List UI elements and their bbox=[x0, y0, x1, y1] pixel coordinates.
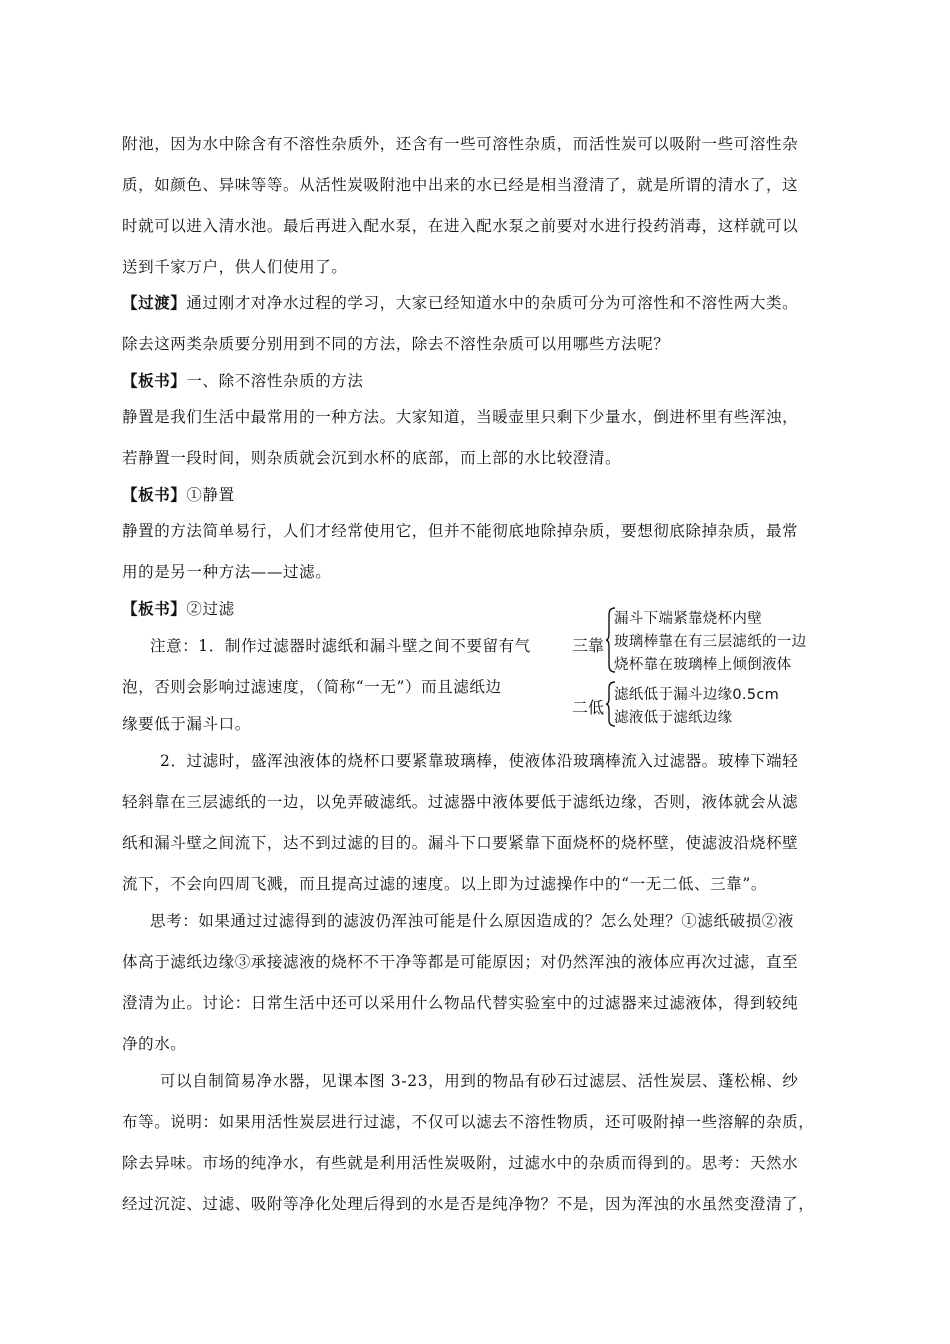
paragraph-line: 纸和漏斗壁之间流下，达不到过滤的目的。漏斗下口要紧靠下面烧杯的烧杯壁，使滤波沿烧杯壁 bbox=[122, 834, 799, 852]
paragraph-line: 若静置一段时间，则杂质就会沉到水杯的底部，而上部的水比较澄清。 bbox=[122, 449, 622, 467]
board-heading-2 bbox=[122, 484, 235, 506]
paragraph-line: 静置是我们生活中最常用的一种方法。大家知道，当暖壶里只剩下少量水，倒进杯里有些浑浊， bbox=[122, 408, 799, 426]
rule-item: 烧杯靠在玻璃棒上倾倒液体 bbox=[614, 657, 792, 673]
paragraph-line: 除去异味。市场的纯净水，有些就是利用活性炭吸附，过滤水中的杂质而得到的。思考：天然水 bbox=[122, 1154, 799, 1172]
rule-item: 滤液低于滤纸边缘 bbox=[614, 710, 733, 726]
group-label-two: 二低 bbox=[572, 698, 605, 717]
board-tag: 【板书】 bbox=[122, 600, 187, 618]
board-tag: 【板书】 bbox=[122, 372, 187, 390]
paragraph-line: 送到千家万户，供人们使用了。 bbox=[122, 258, 348, 276]
paragraph-line: 静置的方法简单易行，人们才经常使用它，但并不能彻底地除掉杂质，要想彻底除掉杂质，最常 bbox=[122, 522, 799, 540]
paragraph-line: 经过沉淀、过滤、吸附等净化处理后得到的水是否是纯净物？不是，因为浑浊的水虽然变澄清了， bbox=[122, 1195, 815, 1213]
paragraph-line: 2．过滤时，盛浑浊液体的烧杯口要紧靠玻璃棒，使液体沿玻璃棒流入过滤器。玻棒下端轻 bbox=[160, 752, 799, 770]
paragraph-line: 注意：1．制作过滤器时滤纸和漏斗壁之间不要留有气 bbox=[150, 637, 531, 655]
paragraph-line: 附池，因为水中除含有不溶性杂质外，还含有一些可溶性杂质，而活性炭可以吸附一些可溶性杂 bbox=[122, 135, 799, 153]
paragraph-line: 布等。说明：如果用活性炭层进行过滤，不仅可以滤去不溶性物质，还可吸附掉一些溶解的杂质， bbox=[122, 1113, 815, 1131]
paragraph-line: 轻斜靠在三层滤纸的一边，以免弄破滤纸。过滤器中液体要低于滤纸边缘，否则，液体就会从滤 bbox=[122, 793, 799, 811]
paragraph-line: 时就可以进入清水池。最后再进入配水泵，在进入配水泵之前要对水进行投药消毒，这样就可以 bbox=[122, 217, 799, 235]
board-text: 一、除不溶性杂质的方法 bbox=[186, 372, 364, 390]
rule-item: 漏斗下端紧靠烧杯内壁 bbox=[614, 611, 762, 627]
paragraph-line: 质，如颜色、异味等等。从活性炭吸附池中出来的水已经是相当澄清了，就是所谓的清水了，这 bbox=[122, 176, 799, 194]
paragraph-line: 思考：如果通过过滤得到的滤波仍浑浊可能是什么原因造成的？怎么处理？①滤纸破损②液 bbox=[150, 912, 795, 930]
paragraph-line: 除去这两类杂质要分别用到不同的方法，除去不溶性杂质可以用哪些方法呢？ bbox=[122, 335, 670, 353]
paragraph-line: 体高于滤纸边缘③承接滤液的烧杯不干净等都是可能原因；对仍然浑浊的液体应再次过滤，直至 bbox=[122, 953, 799, 971]
paragraph-line: 泡，否则会影响过滤速度，（简称“一无”）而且滤纸边 bbox=[122, 678, 502, 696]
group-label-three: 三靠 bbox=[572, 636, 605, 655]
filter-rules-box bbox=[572, 605, 832, 735]
transition-tag: 【过渡】 bbox=[122, 294, 187, 312]
paragraph-line: 流下，不会向四周飞溅，而且提高过滤的速度。以上即为过滤操作中的“一无二低、三靠”。 bbox=[122, 875, 767, 893]
paragraph-line: 可以自制简易净水器，见课本图 3-23，用到的物品有砂石过滤层、活性炭层、蓬松棉、纱 bbox=[160, 1072, 799, 1090]
board-tag: 【板书】 bbox=[122, 486, 187, 504]
rule-item: 滤纸低于漏斗边缘0.5cm bbox=[614, 687, 780, 703]
paragraph-line: 澄清为止。讨论：日常生活中还可以采用什么物品代替实验室中的过滤器来过滤液体，得到较纯 bbox=[122, 994, 799, 1012]
board-text: ②过滤 bbox=[186, 600, 235, 618]
transition-paragraph bbox=[122, 292, 798, 314]
paragraph-line: 用的是另一种方法——过滤。 bbox=[122, 563, 332, 581]
paragraph-text: 通过刚才对净水过程的学习，大家已经知道水中的杂质可分为可溶性和不溶性两大类。 bbox=[186, 294, 799, 312]
paragraph-line: 净的水。 bbox=[122, 1035, 187, 1053]
board-heading-1 bbox=[122, 370, 364, 392]
board-text: ①静置 bbox=[186, 486, 235, 504]
paragraph-line: 缘要低于漏斗口。 bbox=[122, 715, 251, 733]
board-heading-3 bbox=[122, 598, 235, 620]
rule-item: 玻璃棒靠在有三层滤纸的一边 bbox=[614, 634, 807, 650]
